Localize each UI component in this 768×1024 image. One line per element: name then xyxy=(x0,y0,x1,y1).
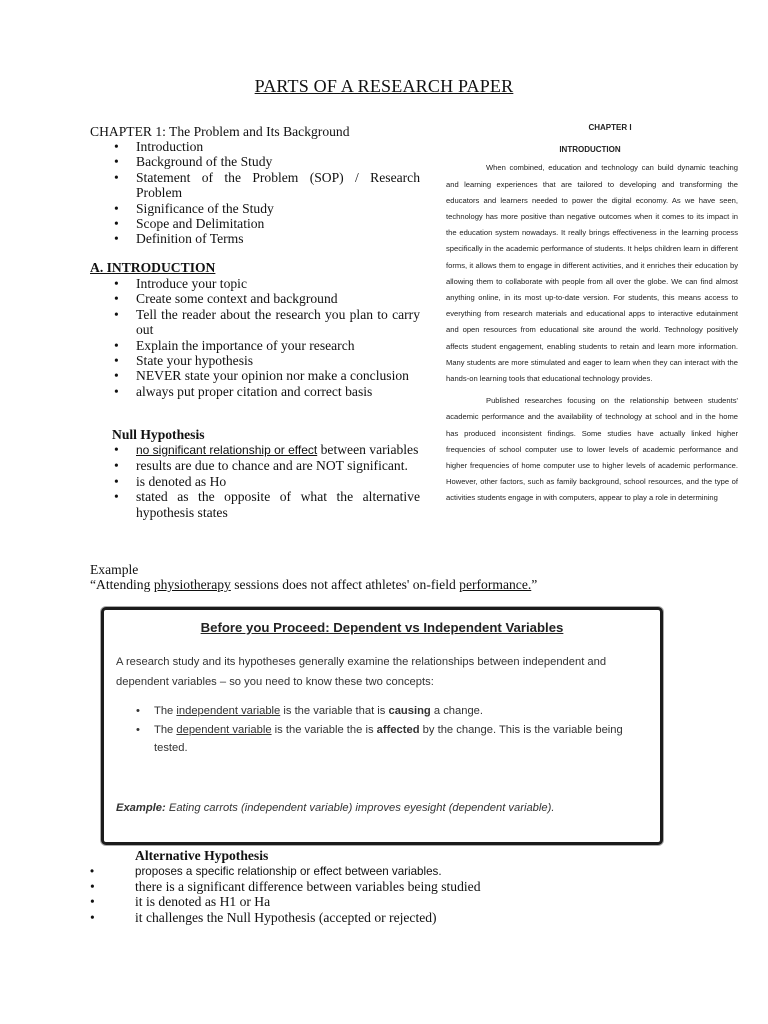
text: a change. xyxy=(430,705,484,717)
list-item-rest: between variables xyxy=(317,442,419,457)
list-item: • Statement of the Problem (SOP) / Research Problem xyxy=(90,170,420,201)
list-item: • it is denoted as H1 or Ha xyxy=(90,894,590,909)
list-item: • Scope and Delimitation xyxy=(90,216,420,231)
list-item: • there is a significant difference between variables being studied xyxy=(90,879,590,894)
list-item: • Significance of the Study xyxy=(90,201,420,216)
variables-callout-box xyxy=(101,607,663,845)
chapter-introduction-image xyxy=(440,118,740,528)
underlined-word: performance. xyxy=(459,577,532,592)
callout-title: Before you Proceed: Dependent vs Independent Variables xyxy=(200,620,564,635)
list-item: • NEVER state your opinion nor make a conclusion xyxy=(90,368,420,383)
text: is the variable that is xyxy=(280,705,389,717)
list-item: • it challenges the Null Hypothesis (accepted or rejected) xyxy=(90,910,590,925)
term: independent variable xyxy=(176,705,281,717)
list-item: • Definition of Terms xyxy=(90,231,420,246)
text: is the variable the is xyxy=(271,723,377,736)
null-hypothesis-list xyxy=(90,442,420,520)
text: by the change. This is the variable being tested. xyxy=(154,723,623,754)
list-item: • always put proper citation and correct basis xyxy=(90,384,420,399)
list-item: • Tell the reader about the research you plan to carry out xyxy=(90,307,420,338)
chapter-paragraph: When combined, education and technology can build dynamic teaching and learning experiences that are tailored to developing and transforming the educators and learners needed to power the digital economy. As we have seen, technology has more positive than negative outcomes when it comes to its impact in the education system nowadays. It really brings effectiveness in the learning process specifically in the academic performance of students. It helps children learn in different forms, it allows them to engage in different activities, and it enriches their education by allowing them to collaborate with people from all over the globe. We can find almost anything online, in its most up-to-date version. For students, this means access to everything from research materials and educational apps to interactive edutainment and open resources from educational site around the world. Technology positively affects student engagement, enabling students to retain and learn more information. Many students are more stimulated and eager to learn when they can interact with the hands-on learning tools that educational technology provides. xyxy=(446,163,738,384)
list-item: • is denoted as Ho xyxy=(90,474,420,489)
introduction-heading: A. INTRODUCTION xyxy=(90,260,216,275)
list-item: • Introduction xyxy=(90,139,420,154)
list-item: • stated as the opposite of what the alternative hypothesis states xyxy=(90,489,420,520)
quote-middle: sessions does not affect athletes' on-field xyxy=(230,577,460,592)
text: The xyxy=(154,723,177,736)
quote-close: ” xyxy=(531,577,538,592)
example-text: Eating carrots (independent variable) improves eyesight (dependent variable). xyxy=(165,802,555,814)
callout-example xyxy=(116,802,646,814)
list-item: • Explain the importance of your research xyxy=(90,338,420,353)
list-item: • proposes a specific relationship or effect between variables. xyxy=(90,864,590,879)
list-item: • Introduce your topic xyxy=(90,276,420,291)
callout-intro: A research study and its hypotheses generally examine the relationships between independent and dependent variables – so you need to know these two concepts: xyxy=(116,656,607,688)
example-label: Example xyxy=(90,562,139,577)
emphasis: affected xyxy=(376,723,420,736)
callout-bullets xyxy=(136,702,636,758)
list-item: • results are due to chance and are NOT significant. xyxy=(90,458,420,473)
callout-bullet-dependent xyxy=(136,721,636,758)
chapter-image-heading: INTRODUCTION xyxy=(559,145,621,155)
text: The xyxy=(154,705,177,717)
term: dependent variable xyxy=(176,723,272,736)
list-item xyxy=(90,442,420,458)
chapter-items-list xyxy=(90,139,420,247)
introduction-list xyxy=(90,276,420,399)
example-label: Example: xyxy=(116,802,166,814)
list-item: • Create some context and background xyxy=(90,291,420,306)
chapter-heading: CHAPTER 1: The Problem and Its Background xyxy=(90,124,350,139)
quote-open: “Attending xyxy=(90,577,154,592)
alternative-hypothesis-heading: Alternative Hypothesis xyxy=(135,848,269,863)
emphasis: causing xyxy=(388,705,431,717)
example-quote xyxy=(90,577,690,593)
chapter-paragraph: Published researches focusing on the relationship between students' academic performance and the availability of technology at school and in the home has produced inconsistent findings. Some studies have actually linked higher frequencies of school computer use to lower levels of academic performance and higher frequencies of home computer use to higher levels of academic performance. However, other factors, such as family background, school resources, and the type of activities students engage in with computers, appear to play a role in determining xyxy=(446,396,738,503)
underlined-word: physiotherapy xyxy=(153,577,231,592)
null-hypothesis-heading: Null Hypothesis xyxy=(112,427,205,442)
alternative-hypothesis-list xyxy=(90,864,590,925)
chapter-label: CHAPTER I xyxy=(588,123,632,132)
underlined-phrase: no significant relationship or effect xyxy=(136,443,318,457)
callout-bullet-independent xyxy=(136,702,636,721)
list-item: • Background of the Study xyxy=(90,154,420,169)
page-title: PARTS OF A RESEARCH PAPER xyxy=(254,76,514,96)
list-item: • State your hypothesis xyxy=(90,353,420,368)
